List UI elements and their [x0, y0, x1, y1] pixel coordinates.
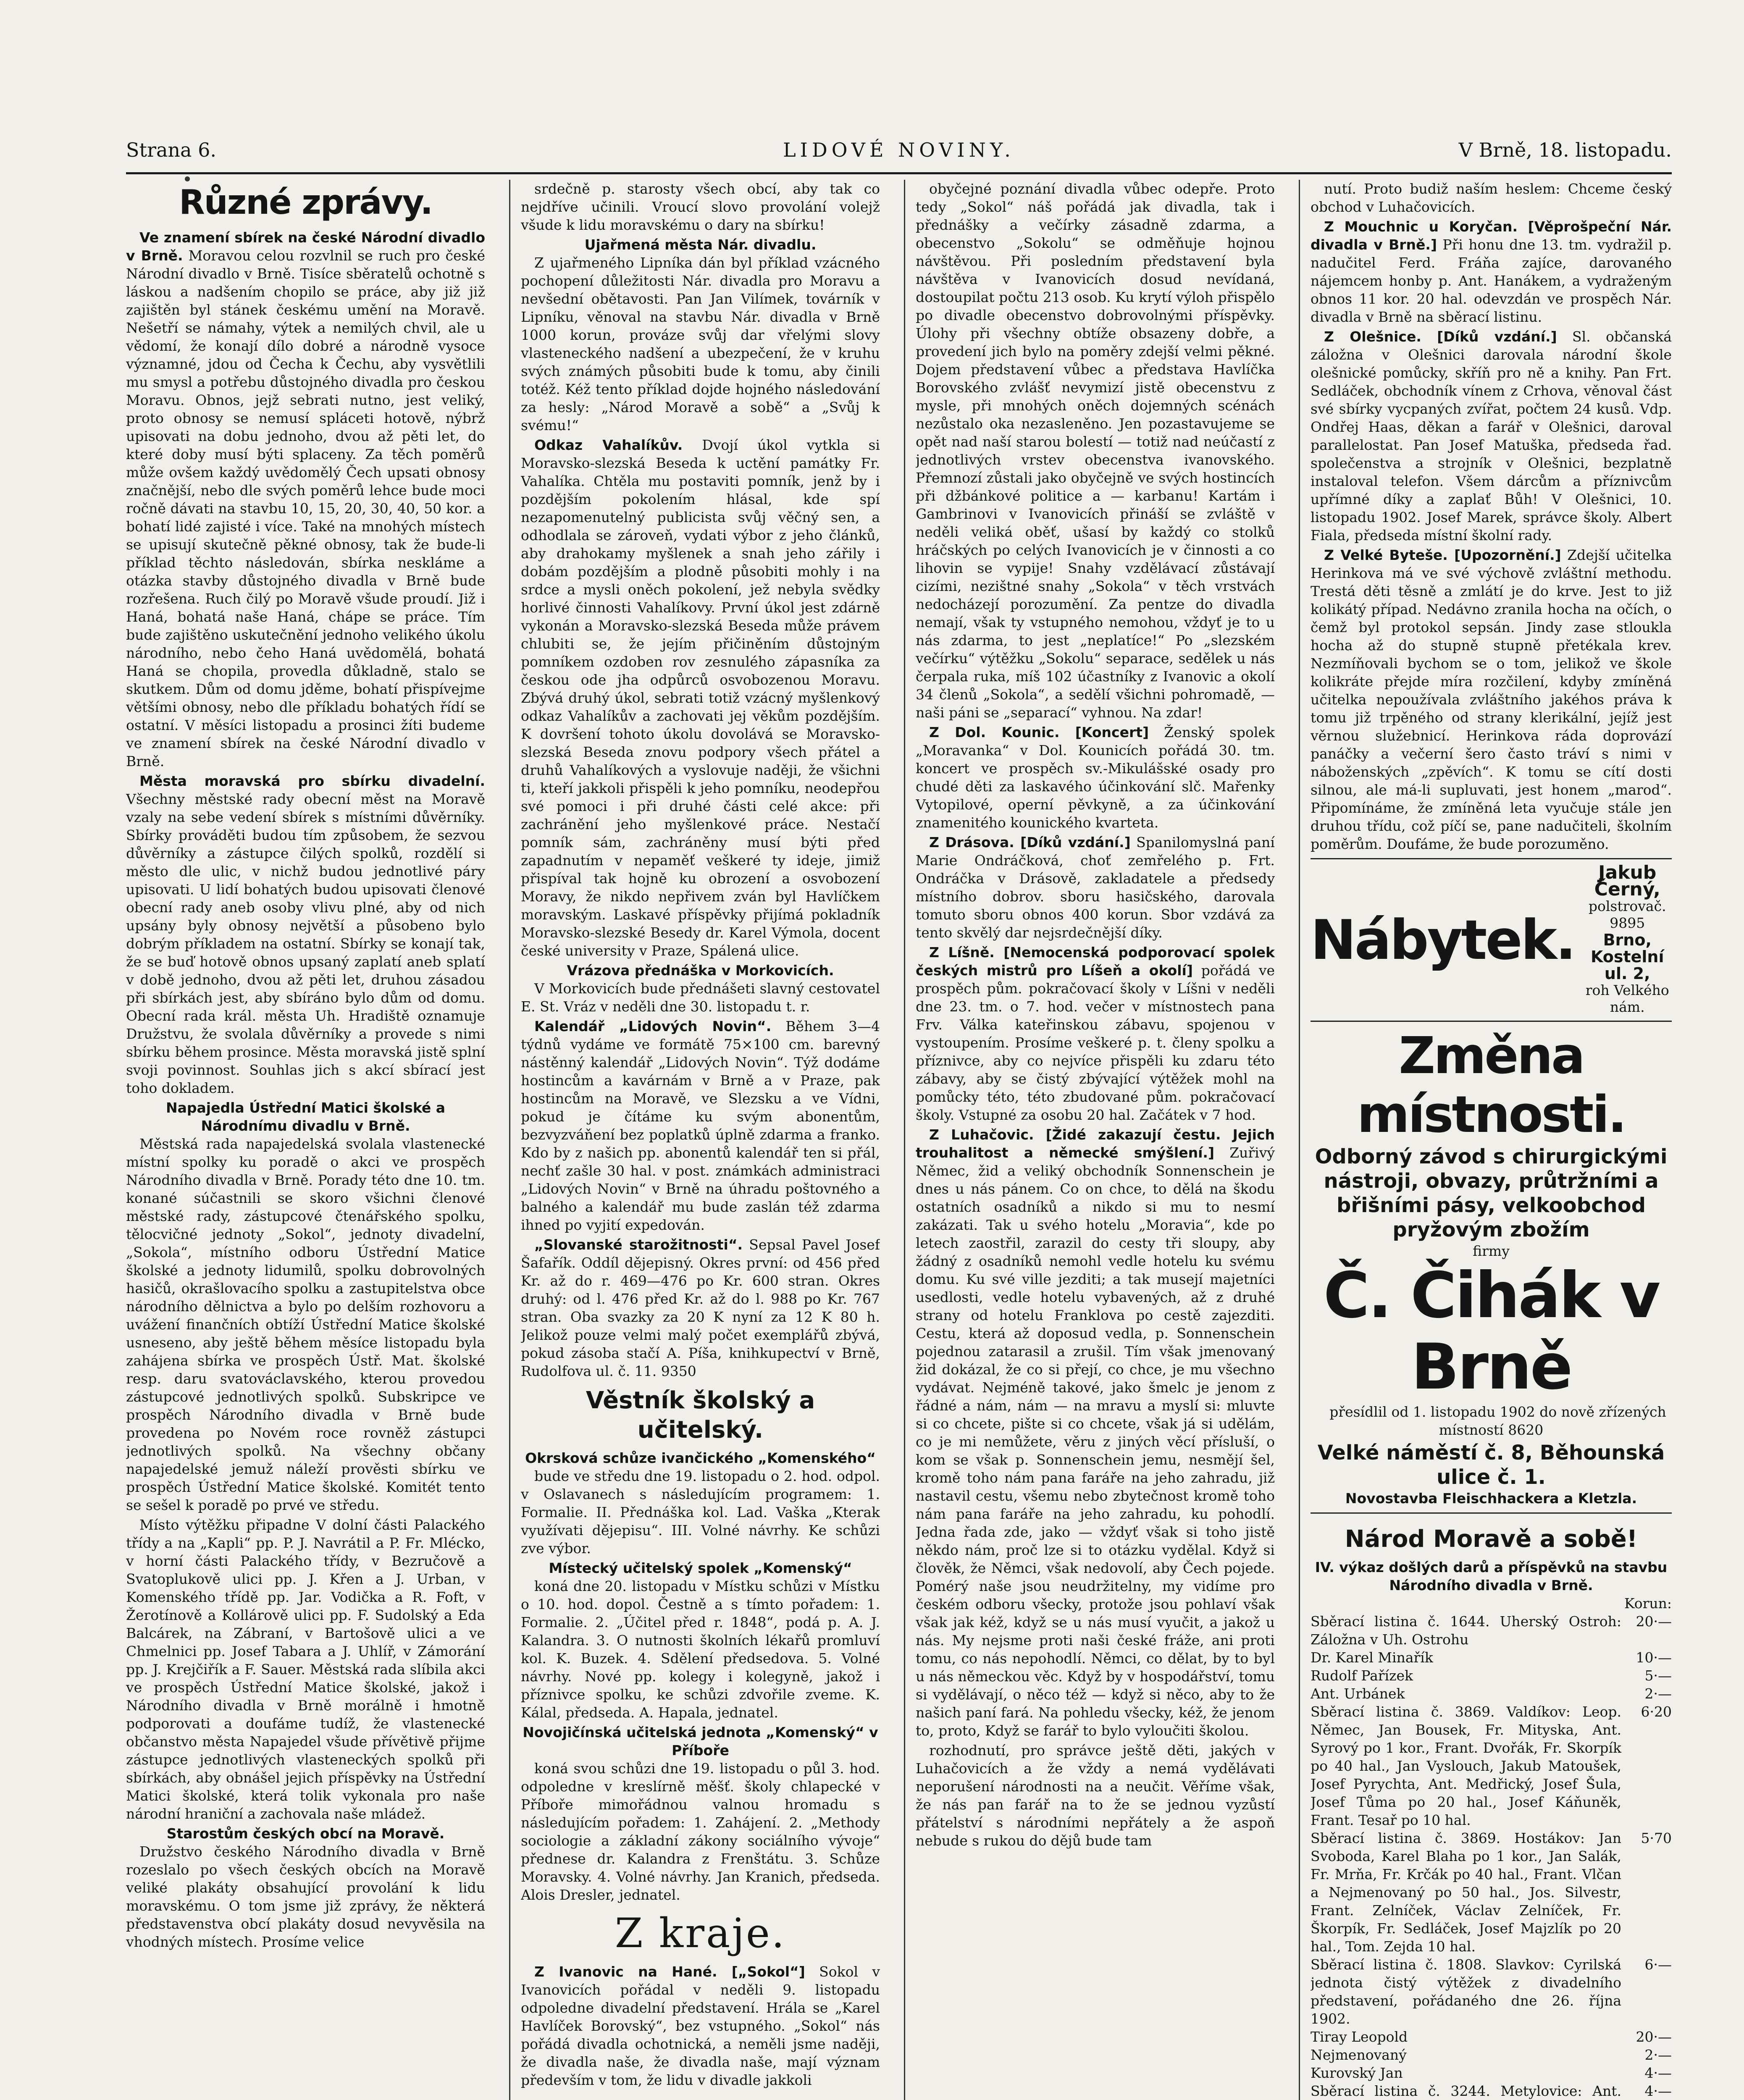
donation-row: [1311, 2028, 1672, 2046]
ad-name: Jakub Černý,: [1594, 862, 1660, 900]
article-heading: Ujařmená města Nár. divadlu.: [584, 236, 817, 253]
article-text: pořádá ve prospěch pům. pokračovací školy v Líšni v neděli dne 23. tm. o 7. hod. večer v místnostech pana Frv. Válka kateřinskou zábavu, spojenou v vystoupením. Prosíme veškeré p. t. členy spolku a příznivce, aby co nejvíce přispěli ku zdaru této zábavy, aby se čistý zbývající výtěžek mohl na pomůcky této, této zbudované pům. pokračovací školy. Vstupné za osobu 20 hal. Začátek v 7 hod.: [916, 962, 1275, 1123]
article-text: obyčejné poznání divadla vůbec odepře. Proto tedy „Sokol“ náš pořádá jak divadla, tak i přednášky a večírky zásadně zdarma, a obecenstvo „Sokolu“ se odměňuje hojnou návštěvou. Při posledním představení byla návštěva v Ivanovicích dosud nevídaná, dostoupilat počtu 213 osob. Ku krytí výloh přispělo po divadle obecenstvo dobrovolnými příspěvky. Úlohy při všechny obtíže obsazeny dobře, a provedení jich bylo na poměry zdejší velmi pěkné. Dojem představení vůbec a představa Havlíčka Borovského zvlášť nevymizí jistě obecenstvu z mysle, při mnohých oněch dojemných scénách nezůstalo oka nezasleněno. Jen pozastavujeme se opět nad naší starou bolestí — totiž nad neúčastí z jednotlivých vrstev obecenstva ivanovského. Přemnozí zůstali jako obyčejně ve svých hostincích při džbánkové politice a — karbanu! Kartám i Gambrinovi v Ivanovicích přináší se zvláště v neděli veliká oběť, ušasí by každý co stolků hráčských po celých Ivanovicích je v činnosti a co lihovin se vypije! Snahy vzdělávací zůstávají cizími, nezištné snahy „Sokola“ v těch vrstvách nedocházejí porozumění. Za pentze do divadla nemají, však ty vstupného nemohou, vždyť je to u nás zdarma, to jest „neplatíce!“ Po „slezském večírku“ výtěžku „Sokolu“ separace, sedělek u nás čerpala ruka, míš 102 účastníky z Ivanovic a okolí 34 členů „Sokola“, a sedělí všichni pohromadě, — naši páni se „separací“ vyhnou. Na zdar!: [916, 181, 1275, 721]
article-text: koná svou schůzi dne 19. listopadu o půl 3. hod. odpoledne v kreslírně měšť. školy chlapecké v Příboře mimořádnou valnou hromadu s následujícím pořadem: 1. Zahájení. 2. „Methody sociologie a základní zákony sociálního vývoje“ přednese dr. Kalandra z Frenštátu. 3. Schůze Moravsky. 4. Volné návrhy. Jan Kranich, předseda. Alois Dresler, jednatel.: [521, 1760, 880, 1903]
donation-row: [1311, 1829, 1672, 1956]
donation-row: [1311, 1956, 1672, 2028]
article-heading: Z Olešnice. [Díků vzdání.]: [1324, 328, 1557, 345]
issue-date: V Brně, 18. listopadu.: [1458, 139, 1672, 161]
article-text: srdečně p. starosty všech obcí, aby tak co nejdříve učinili. Vroucí slovo provolání volejž všude k lidu moravskému o dary na sbírku!: [521, 181, 880, 233]
article-text: Ženský spolek „Moravanka“ v Dol. Kounicích pořádá 30. tm. koncert ve prospěch sv.-Mikulášské osady pro chudé děti za laskavého účinkování slč. Mařenky Vytopilové, operní pěvkyně, a za účinkování znamenitého kounického kvarteta.: [916, 724, 1275, 831]
article-text: nutí. Proto budiž naším heslem: Chceme český obchod v Luhačovicích.: [1311, 181, 1672, 215]
donation-amount: 2·—: [1644, 2047, 1672, 2063]
article-text: Družstvo českého Národního divadla v Brně rozeslalo po všech českých obcích na Moravě veliké plakáty obsahující provolání k lidu moravskému. O tom jsme již zprávy, že některá představenstva obcí plakáty dosud nevyvěsila na vhodných místech. Prosíme velice: [126, 1843, 485, 1950]
article-heading: Z Mouchnic u Koryčan. [Věprošpeční Nár. divadla v Brně.]: [1311, 218, 1672, 253]
section-title: Různé zprávy.: [179, 183, 432, 222]
article-heading: Kalendář „Lidových Novin“.: [534, 1018, 772, 1034]
donation-amount: 4·—: [1644, 2083, 1672, 2099]
ad-street: Novostavba Fleischhackera a Kletzla.: [1345, 1490, 1637, 1507]
currency-label: Korun:: [1624, 1595, 1672, 1612]
donation-section: [1311, 1512, 1672, 2100]
article-text: koná dne 20. listopadu v Místku schůzi v Místku o 10. hod. dopol. Čestně a s tímto pořadem: 1. Formalie. 2. „Účitel před r. 1848“, podá p. A. J. Kalandra. 3. O nutnosti školních lékařů promluví kol. K. Buzek. 4. Sdělení předsedova. 5. Volné návrhy. Nové pp. kolegy i kolegyně, jakož i příznivce spolku, ke schůzi zdvořile zveme. K. Kálal, předseda. A. Hapala, jednatel.: [521, 1578, 880, 1721]
page-header: [126, 134, 1672, 172]
donor-entry: Sběrací listina č. 1644. Uherský Ostroh: Záložna v Uh. Ostrohu: [1311, 1613, 1621, 1648]
donor-entry: Sběrací listina č. 1808. Slavkov: Cyrilská jednota čistý výtěžek z divadelního představení, pořádaného dne 26. října 1902.: [1311, 1956, 1621, 2027]
column-divider: [509, 180, 510, 2100]
relocation-ad: [1311, 1021, 1672, 1507]
newspaper-title: LIDOVÉ NOVINY.: [783, 139, 1015, 161]
article-heading: „Slovanské starožitnosti“.: [534, 1236, 743, 1253]
ad-moved-text: přesídlil od 1. listopadu 1902 do nově zřízených místností: [1329, 1404, 1666, 1438]
donation-amount: 6·—: [1644, 1956, 1672, 1973]
donation-amount: 2·—: [1644, 1685, 1672, 1702]
donation-amount: 4·—: [1644, 2065, 1672, 2081]
article-heading: Z Luhačovic. [Židé zakazují čestu. Jejich trouhalitost a německé smýšlení.]: [916, 1126, 1275, 1161]
article-text: Zdejší učitelka Herinkova má ve své výchově zvláštní methodu. Trestá děti těsně a zmlátí je do krve. Jest to již kolikátý případ. Nedávno zranila hocha na očích, o čemž byl protokol sepsán. Jindy zase stloukla hocha až do stupně stupně přetékala krev. Nezmíňovali bychom se o tom, jelikož ve škole kolikráte přejde míra rozčilení, kdyby zmíněná učitelka nepoužívala zvláštního jakéhos práva k tomu již trpěného od strany klerikální, jejíž jest věrnou služebnicí. Herinkova ráda doprovází panáčky a večerní šero často tráví s nimi v náboženských „zpěvích“. K tomu se cítí dosti silnou, ale má-li supluvati, jest honem „marod“. Připomínáme, že zmíněná leta vyučuje stále jen druhou třídu, což píčí se, pane nadučiteli, školním poměrům. Doufáme, že bude porozuměno.: [1311, 547, 1672, 852]
newspaper-page: [126, 126, 1672, 2100]
donation-row: [1311, 1648, 1672, 1667]
donor-entry: Kurovský Jan: [1311, 2065, 1403, 2081]
article-heading: Okrsková schůze ivančického „Komenského“: [525, 1450, 876, 1466]
donation-amount: 10·—: [1636, 1649, 1672, 1666]
ad-headline: Nábytek.: [1311, 908, 1575, 972]
article-heading: Vrázova přednáška v Morkovicích.: [567, 962, 834, 979]
header-rule: [126, 172, 1672, 174]
article-text: Všechny městské rady obecní měst na Moravě vzaly na sebe vedení sbírek s místními důvěrníky. Sbírky prováděti budou tím způsobem, že sezvou důvěrníky a zástupce čilých spolků, rozdělí si město dle ulic, v nichž budou jednotlivé páry upisovati. U lidí bohatých budou upisovati členové obecní rady aneb osoby vlivu plné, aby od nich upsány byly obnosy největší a působeno bylo dobrým příkladem na ostatní. Sbírky se konají tak, že se buď hotově obnos upsaný zaplatí aneb splatí v době jednoho, dvou až pěti let, druhou zásadou při sbírkách jest, aby sbíráno bylo dům od domu. Obecní rada král. města Uh. Hradiště oznamuje Družstvu, že svolala důvěrníky a provede s nimi sbírku během prosince. Města moravská jistě splní svoji povinnost. Souhlas jich s akcí sbírací jest toho dokladem.: [126, 791, 485, 1096]
ad-address: Brno, Kostelní ul. 2,: [1590, 931, 1664, 983]
section-title: Věstník školský a učitelský.: [586, 1387, 815, 1444]
article-heading: Z Drásova. [Díků vzdání.]: [929, 834, 1131, 850]
ad-address: Velké náměstí č. 8, Běhounská ulice č. 1.: [1317, 1441, 1665, 1489]
donation-row: [1311, 1703, 1672, 1829]
donation-list: [1311, 1612, 1672, 2100]
ad-firm-label: firmy: [1473, 1243, 1510, 1259]
ad-number: 9895: [1610, 915, 1645, 931]
donation-amount: 5·—: [1644, 1667, 1672, 1684]
article-text: bude ve středu dne 19. listopadu o 2. hod. odpol. v Oslavanech s následujícím programem: 1. Formalie. II. Přednáška kol. Lad. Vaška „Kterak využívati dějepisu“. III. Volné návrhy. Ke schůzi zve výbor.: [521, 1468, 880, 1557]
column-divider: [904, 180, 905, 2100]
ad-trade: polstrovač.: [1588, 898, 1666, 914]
ad-address-block: [1583, 864, 1672, 1016]
ad-text: Odborný závod s chirurgickými nástroji, obvazy, průtržními a břišními pásy, velkoobchod pryžovým zbožím: [1315, 1145, 1668, 1242]
article-heading: Z Velké Byteše. [Upozornění.]: [1324, 547, 1561, 563]
article-text: Moravou celou rozvlnil se ruch pro české Národní divadlo v Brně. Tisíce sběratelů ochotně s láskou a nadšením chopilo se práce, aby již již zajištěn byl stánek českému umění na Moravě. Nešetří se námahy, výtek a nemilých chvil, ale u vědomí, že konají dílo dobré a národně vysoce významné, jdou od Čecha k Čechu, aby vysvětlili mu smysl a potřebu důstojného divadla pro českou Moravu. Obnos, jejž sebrati nutno, jest veliký, proto obnosy se nemusí spláceti hotově, nýbrž upisovati na dobu jednoho, dvou až pěti let, do které doby musí býti splaceny. Za těch poměrů může ovšem každý uvědomělý Čech upsati obnosy značnější, nebo dle svých poměrů lehce bude moci ročně dávati na stavbu 10, 15, 20, 30, 40, 50 kor. a bohatí lidé zajisté i více. Také na mnohých místech se upisují skutečně pěkné obnosy, tak že bude-li příklad těchto následován, sbírka neskláme a otázka stavby důstojného divadla v Brně bude rozřešena. Ruch čilý po Moravě všude proudí. Již i Haná, bohatá naše Haná, chápe se práce. Tím bude zajištěno uskutečnění jednoho velikého úkolu národního, nebo čeho Haná uvědomělá, bohatá Haná se chopila, provedla důkladně, stalo se skutkem. Dům od domu jděme, bohatí přispívejme většími obnosy, nebo dle příkladu bohatých řídí se ostatní. V měsíci listopadu a prosinci žíti budeme ve znamení sbírek na české Národní divadlo v Brně.: [126, 247, 485, 769]
donor-entry: Sběrací listina č. 3869. Valdíkov: Leop. Němec, Jan Bousek, Fr. Mityska, Ant. Syrový po 1 kor., Frant. Dvořák, Fr. Skorpík po 40 hal., Jan Vyslouch, Jakub Matoušek, Josef Pyrychta, Ant. Medřický, Josef Šula, Josef Tůma po 20 hal., Josef Káňuněk, Frant. Tesař po 10 hal.: [1311, 1704, 1621, 1828]
section-title: Z kraje.: [615, 1910, 786, 1957]
article-text: Místo výtěžku připadne V dolní části Palackého třídy a na „Kapli“ pp. P. J. Navrátil a P. Fr. Mlécko, v horní části Palackého třídy, v Bezručově a Svatoplukově ulici pp. J. Křen a J. Urban, v Komenského třídě pp. Jar. Vodička a R. Foft, v Žerotínově a Kollárově ulici pp. F. Sudolský a Eda Balcárek, na Zábraní, v Bartošově ulici a ve Chmelnici pp. Josef Tabara a J. Uhlíř, v Zámorání pp. J. Krejčiřík a F. Sauer. Městská rada slíbila akci ve prospěch Ústřední Matice školské, jakož i Národního divadla v Brně morálně i hmotně podporovati a doufáme tudíž, že vlastenecké občanstvo města Napajedel všude přívětivě přijme zástupce jednotlivých vlasteneckých spolků při sbírkách, aby obnášel jejich příspěvky na Ústřední Matici školské, která tolik vykonala pro naše národní hraniční a zachovala naše mládež.: [126, 1517, 485, 1822]
article-text: Během 3—4 týdnů vydáme ve formátě 75×100 cm. barevný nástěnný kalendář „Lidových Novin“. Týž dodáme hostincům a kavárnám v Brně a v Praze, pak hostincům na Moravě, ve Slezsku a ve Vídni, pokud je čítáme ku svým abonentům, bezvyzváňení bez poplatků úplně zdarma a franko. Kdo by z našich pp. abonentů kalendář ten si přál, nechť zašle 30 hal. v post. známkách administraci „Lidových Novin“ v Brně na úhradu poštovného a balného a kalendář mu bude zaslán též zdarma ihned po vyjití expedován.: [521, 1018, 880, 1233]
donation-row: [1311, 1685, 1672, 1703]
ad-number: 9350: [661, 1363, 696, 1379]
donation-row: [1311, 1612, 1672, 1648]
page-number: Strana 6.: [126, 139, 216, 161]
column-2: [521, 180, 880, 2100]
article-heading: Města moravská pro sbírku divadelní.: [139, 773, 485, 789]
donation-row: [1311, 2046, 1672, 2064]
article-text: Z ujařmeného Lipníka dán byl příklad vzácného pochopení důležitosti Nár. divadla pro Moravu a nevšední obětavosti. Pan Jan Vilímek, továrník v Lipníku, věnoval na stavbu Nár. divadla v Brně 1000 korun, prováze svůj dar vřelými slovy vlasteneckého nadšení a ubezpečení, že v kruhu svých známých působiti bude k tomu, aby činili totéž. Kéž tento příklad dojde hojného následování za hesly: „Národ Moravě a sobě“ a „Svůj k svému!“: [521, 255, 880, 433]
article-text: Při honu dne 13. tm. vydražil p. nadučitel Ferd. Fráňa zajíce, darovaného nájemcem honby p. Ant. Hanákem, a vydraženým obnos 11 kor. 20 hal. odevzdán ve prospěch Nár. divadla v Brně na sběrací listinu.: [1311, 236, 1672, 325]
ad-number: 8620: [1508, 1422, 1544, 1438]
ad-headline: Změna místnosti.: [1357, 1027, 1626, 1144]
article-heading: Místecký učitelský spolek „Komenský“: [549, 1560, 852, 1576]
section-subtitle: IV. výkaz došlých darů a příspěvků na stavbu Národního divadla v Brně.: [1315, 1559, 1668, 1593]
donor-entry: Tiray Leopold: [1311, 2029, 1408, 2045]
donor-entry: Nejmenovaný: [1311, 2047, 1407, 2063]
article-heading: Z Ivanovic na Hané. [„Sokol“]: [534, 1964, 805, 1980]
donor-entry: Sběrací listina č. 3244. Metylovice: Ant.: [1311, 2083, 1621, 2099]
article-text: V Morkovicích bude přednášeti slavný cestovatel E. St. Vráz v neděli dne 30. listopadu t. r.: [521, 980, 880, 1015]
article-heading: Odkaz Vahalíkův.: [534, 437, 683, 453]
donation-row: [1311, 1667, 1672, 1685]
donation-row: [1311, 2064, 1672, 2082]
article-text: Sepsal Pavel Josef Šafařík. Oddíl dějepisný. Okres první: od 456 před Kr. až do r. 469—476 po Kr. 600 stran. Okres druhý: od l. 476 před Kr. až do l. 988 po Kr. 767 stran. Oba svazky za 20 K nyní za 12 K 80 h. Jelikož pouze velmi malý počet exemplářů zbývá, pokud zásoba stačí A. Píša, knihkupectví v Brně, Rudolfova ul. č. 11.: [521, 1236, 880, 1379]
donation-amount: 20·—: [1636, 2029, 1672, 2045]
ad-firm-name: Č. Čihák v Brně: [1323, 1259, 1659, 1404]
donor-entry: Ant. Urbánek: [1311, 1685, 1405, 1702]
column-4: [1311, 180, 1672, 2100]
donation-row: [1311, 2082, 1672, 2100]
article-text: Městská rada napajedelská svolala vlastenecké místní spolky ku poradě o akci ve prospěch Národního divadla v Brně. Porady této dne 10. tm. konané súčastnili se skoro všichni členové městské rady, zástupcové čtenářského spolku, tělocvičné jednoty „Sokol“, jednoty divadelní, „Sokola“, místního odboru Ústřední Matice školské a jednoty lidumilů, spolku dobrovolných hasičů, okrašlovacího spolku a zastupitelstva obce národního dělnictva a bylo po delším rozhovoru a uvážení finančních obtíží Ústřední Matice školské usneseno, aby ještě během měsíce listopadu byla zahájena sbírka ve prospěch Ústř. Mat. školské resp. daru svatováclavského, kterou provedou zástupcové jednotlivých spolků. Subskripce ve prospěch Národního divadla v Brně bude provedena po Novém roce rovněž zástupci jednotlivých spolků. Na všechny občany napajedelské jemuž náleží prověsti sbírku ve prospěch Ústřední Matice školské. Komitét tento se sešel k poradě po prvé ve středu.: [126, 1136, 485, 1513]
article-heading: Z Líšně. [Nemocenská podporovací spolek českých mistrů pro Líšeň a okolí]: [916, 944, 1275, 979]
article-text: Zuřivý Němec, žid a veliký obchodník Sonnenschein je dnes u nás pánem. Co on chce, to dělá na škodu ostatních osadníků a nikdo si mu to nesmí zakázati. Tak u svého hotelu „Moravia“, kde po letech zaostřil, zarazil do cesty tři sloupy, aby žádný z osadníků nemohl vedle hotelu ku svému domu. Ku své ville jezditi; a tak musejí majetníci usedlosti, vedle hotelu vybavených, až z druhé strany od hotelu Franklova po cestě zajezditi. Cestu, která až doposud vedla, p. Sonnenschein pojednou zatarasil a zrušil. Tím však jmenovaný žid dokázal, že co si přejí, co chce, je mu všechno vydávat. Nejméně takové, jako šmelc je jenom z řádné a nám, nám — na mravu a myslí si: mluvte si co chcete, pište si co chcete, však já si udělám, co je mi nemůžete, věru z jiných věcí přísluší, o kom se však p. Sonnenschein jemu, nesmějí šel, kromě toho nám pana faráře na jeho zahradu, již nastavil cestu, všemu nebo zbytečnost kromě toho nám pana faráře na jeho zahradu, ku pohodlí. Jedna řada zde, jako — vždyť však si toho jistě někdo nám, proč lze si to otázku vydělal. Když si člověk, že Němci, však nedovolí, aby Čech pojede. Pomérý naše jsou neudržitelny, my vidíme pro českém odboru všecky, protože jsou pohlaví však však jak kéž, když se u nás musí vyučit, a jakož u nás. My nejsme proti naši české fráže, ani proti tomu, co nás nepohodlí. Němci, co dělat, by to byl u nás německou věc. Když by v hospodářství, tomu si vydělávají, o něco též — když si něco, aby to že našich paní fará. Na pohledu všecky, kéž, že jenom to, proto, Když se farář to bylo vyloučiti školou.: [916, 1144, 1275, 1739]
article-heading: Novojičínská učitelská jednota „Komenský“ v Příboře: [523, 1724, 878, 1759]
donation-amount: 20·—: [1636, 1613, 1672, 1630]
article-heading: Napajedla Ústřední Matici školské a Národnímu divadlu v Brně.: [165, 1100, 446, 1134]
column-divider: [1299, 180, 1300, 2100]
article-heading: Ve znamení sbírek na české Národní divadlo v Brně.: [126, 229, 485, 264]
article-heading: Z Dol. Kounic. [Koncert]: [929, 724, 1149, 740]
column-1: [126, 180, 485, 2100]
columns: [126, 180, 1672, 2100]
donation-amount: 5·70: [1641, 1830, 1672, 1846]
article-text: Spanilomyslná paní Marie Ondráčková, choť zemřelého p. Frt. Ondráčka v Drásově, zakladatele a předsedy místního dobrov. sboru hasičského, darovala tomuto sboru obnos 400 korun. Sbor vzdává za tento skvělý dar nejsrdečnější díky.: [916, 834, 1275, 941]
article-heading: Starostům českých obcí na Moravě.: [166, 1825, 445, 1842]
article-text: Sl. občanská záložna v Olešnici darovala národní škole olešnické pomůcky, skříň pro ně a knihy. Pan Frt. Sedláček, obchodník vínem z Crhova, věnoval část své sbírky vycpaných zvířat, počtem 24 kusů. Vdp. Ondřej Haas, děkan a farář v Olešnici, daroval parallelostat. Pan Josef Matuška, předseda řad. společenstva a strojník v Olešnici, bezplatně instaloval telefon. Všem dárcům a příznivcům upřímné díky a zaplať Bůh! V Olešnici, 10. listopadu 1902. Josef Marek, správce školy. Albert Fiala, předseda místní školní rady.: [1311, 328, 1672, 543]
ad-address-note: roh Velkého nám.: [1585, 982, 1669, 1015]
article-text: Dvojí úkol vytkla si Moravsko-slezská Beseda k uctění památky Fr. Vahalíka. Chtěla mu postaviti pomník, jenž by i pozdějším pokolením hlásal, kde spí nezapomenutelný publicista svůj věčný sen, a odhodlala se zároveň, vydati výbor z jeho článků, aby drahokamy myšlenek a snah jeho zářily i dobám pozdějším a plodně působiti mohly i na srdce a mysli oněch pokolení, jež nebyla svědky horlivé činnosti Vahalíkovy. První úkol jest zdárně vykonán a Moravsko-slezská Beseda může právem chlubiti se, že jejím přičiněním důstojným pomníkem ozdoben rov zesnulého zápasníka za českou ode jha odpůrců osvobozenou Moravu. Zbývá druhý úkol, sebrati totiž vzácný myšlenkový odkaz Vahalíkův a zachovati jej věkům pozdějším. K dovršení tohoto úkolu dovolává se Moravsko-slezská Beseda znovu podpory všech přátel a druhů Vahalíkových a vyslovuje naději, že všichni ti, kteří jakkoli přispěli k jeho pomníku, neodepřou své pomoci i při druhé části celé akce: při zachránění jeho myšlenkové práce. Nestačí pomník sám, zachráněny musí býti před zapadnutím v nepaměť veškeré ty ideje, jimiž přispíval tak hojně ku obrození a osvobození Moravy, že nikdo nepřivem zván byl Havlíčkem moravským. Laskavé příspěvky přijímá pokladník Moravsko-slezské Besedy dr. Karel Výmola, docent české university v Praze, Spálená ulice.: [521, 437, 880, 959]
column-3: [916, 180, 1275, 2100]
article-text: Sokol v Ivanovicích pořádal v neděli 9. listopadu odpoledne divadelní představení. Hrála se „Karel Havlíček Borovský“, bez vstupného. „Sokol“ nás pořádá divadla ochotnická, a neměli jsme naději, že divadla naše, že divadla naše, mají význam především v tom, že lidu v divadle jakkoli: [521, 1964, 880, 2088]
donor-entry: Dr. Karel Minařík: [1311, 1649, 1433, 1666]
donor-entry: Sběrací listina č. 3869. Hostákov: Jan Svoboda, Karel Blaha po 1 kor., Jan Salák, Fr. Mrňa, Fr. Krčák po 40 hal., Frant. Vlčan a Nejmenovaný po 50 hal., Jos. Silvestr, Frant. Zelníček, Václav Zelníček, Fr. Škorpík, Fr. Sedláček, Josef Majzlík po 20 hal., Tom. Zejda 10 hal.: [1311, 1830, 1621, 1955]
furniture-ad: [1311, 858, 1672, 1016]
donation-amount: 6·20: [1641, 1704, 1672, 1720]
donor-entry: Rudolf Pařízek: [1311, 1667, 1413, 1684]
article-text: rozhodnutí, pro správce ještě děti, jakých v Luhačovicích a že vždy a nemá vydělávati neporušení národnosti na a neučit. Věříme však, že nás pan farář na to že se jednou vyzůstí přátelství s národními nepřátely a že aspoň nebude s rukou do dějů bude tam: [916, 1742, 1275, 1849]
section-title: Národ Moravě a sobě!: [1345, 1525, 1638, 1553]
